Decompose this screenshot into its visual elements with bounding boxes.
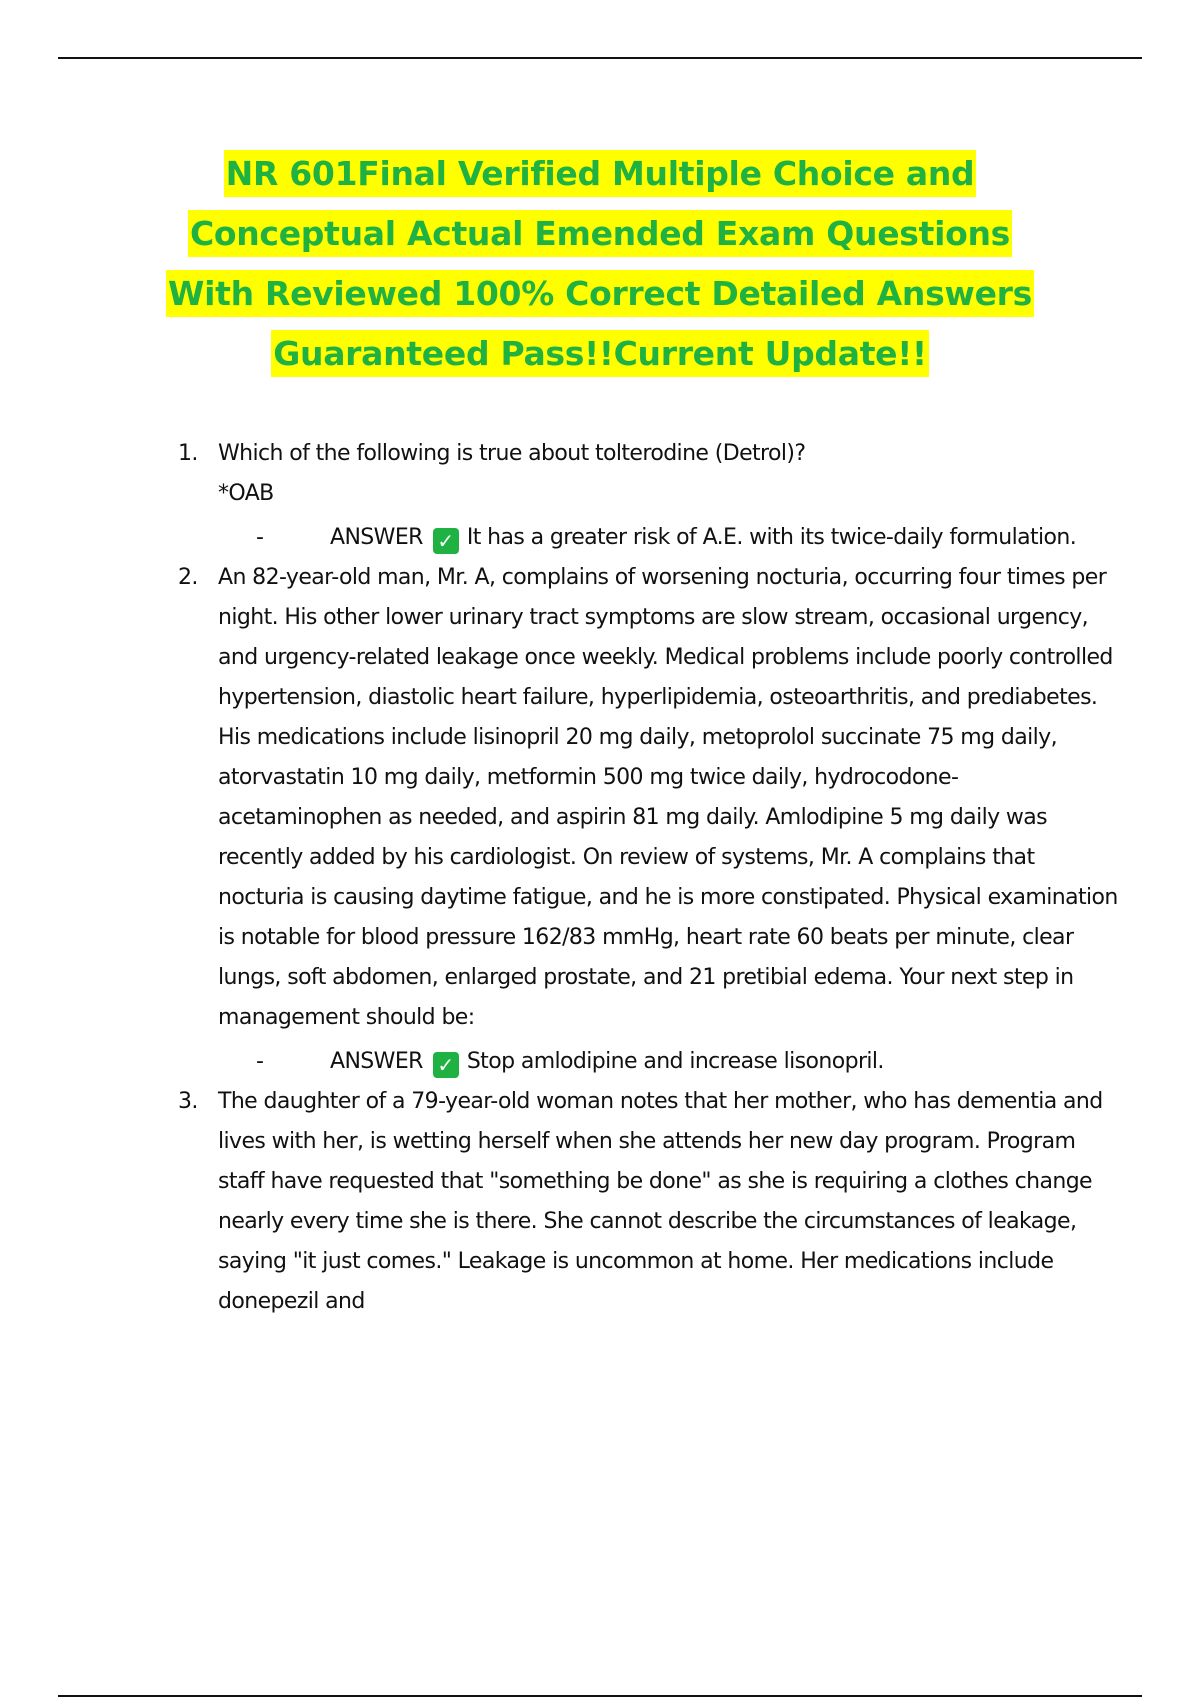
answer-text: Stop amlodipine and increase lisonopril.: [466, 1049, 884, 1074]
question-list: [178, 434, 1118, 1322]
dash-bullet: -: [256, 1049, 264, 1074]
title-line-4: Guaranteed Pass!!Current Update!!: [100, 324, 1100, 384]
answer-line: [218, 1042, 1118, 1082]
checkmark-icon: ✓: [433, 528, 459, 554]
title-line-1: NR 601Final Verified Multiple Choice and: [100, 144, 1100, 204]
question-1: [178, 434, 1118, 558]
top-rule: [58, 57, 1142, 59]
title-line-3: With Reviewed 100% Correct Detailed Answers: [100, 264, 1100, 324]
question-2: [178, 558, 1118, 1082]
bottom-rule: [58, 1695, 1142, 1697]
answer-label: ANSWER: [330, 1049, 423, 1074]
question-number: 2.: [178, 565, 198, 590]
question-3: [178, 1082, 1118, 1322]
question-number: 3.: [178, 1089, 198, 1114]
title-line-2: Conceptual Actual Emended Exam Questions: [100, 204, 1100, 264]
dash-bullet: -: [256, 525, 264, 550]
checkmark-icon: ✓: [433, 1052, 459, 1078]
question-number: 1.: [178, 441, 198, 466]
answer-label: ANSWER: [330, 525, 423, 550]
question-text: Which of the following is true about tolterodine (Detrol)?: [218, 441, 806, 466]
question-note: *OAB: [218, 481, 274, 506]
answer-text: It has a greater risk of A.E. with its twice-daily formulation.: [466, 525, 1077, 550]
question-text: An 82-year-old man, Mr. A, complains of worsening nocturia, occurring four times per night. His other lower urinary tract symptoms are slow stream, occasional urgency, and urgency-related leakage once weekly. Medical problems include poorly controlled hypertension, diastolic heart failure, hyperlipidemia, osteoarthritis, and prediabetes. His medications include lisinopril 20 mg daily, metoprolol succinate 75 mg daily, atorvastatin 10 mg daily, metformin 500 mg twice daily, hydrocodone-acetaminophen as needed, and aspirin 81 mg daily. Amlodipine 5 mg daily was recently added by his cardiologist. On review of systems, Mr. A complains that nocturia is causing daytime fatigue, and he is more constipated. Physical examination is notable for blood pressure 162/83 mmHg, heart rate 60 beats per minute, clear lungs, soft abdomen, enlarged prostate, and 21 pretibial edema. Your next step in management should be:: [218, 565, 1118, 1030]
answer-line: [218, 518, 1118, 558]
document-title: [100, 144, 1100, 384]
question-text: The daughter of a 79-year-old woman notes that her mother, who has dementia and lives with her, is wetting herself when she attends her new day program. Program staff have requested that "something be done" as she is requiring a clothes change nearly every time she is there. She cannot describe the circumstances of leakage, saying "it just comes." Leakage is uncommon at home. Her medications include donepezil and: [218, 1089, 1103, 1314]
